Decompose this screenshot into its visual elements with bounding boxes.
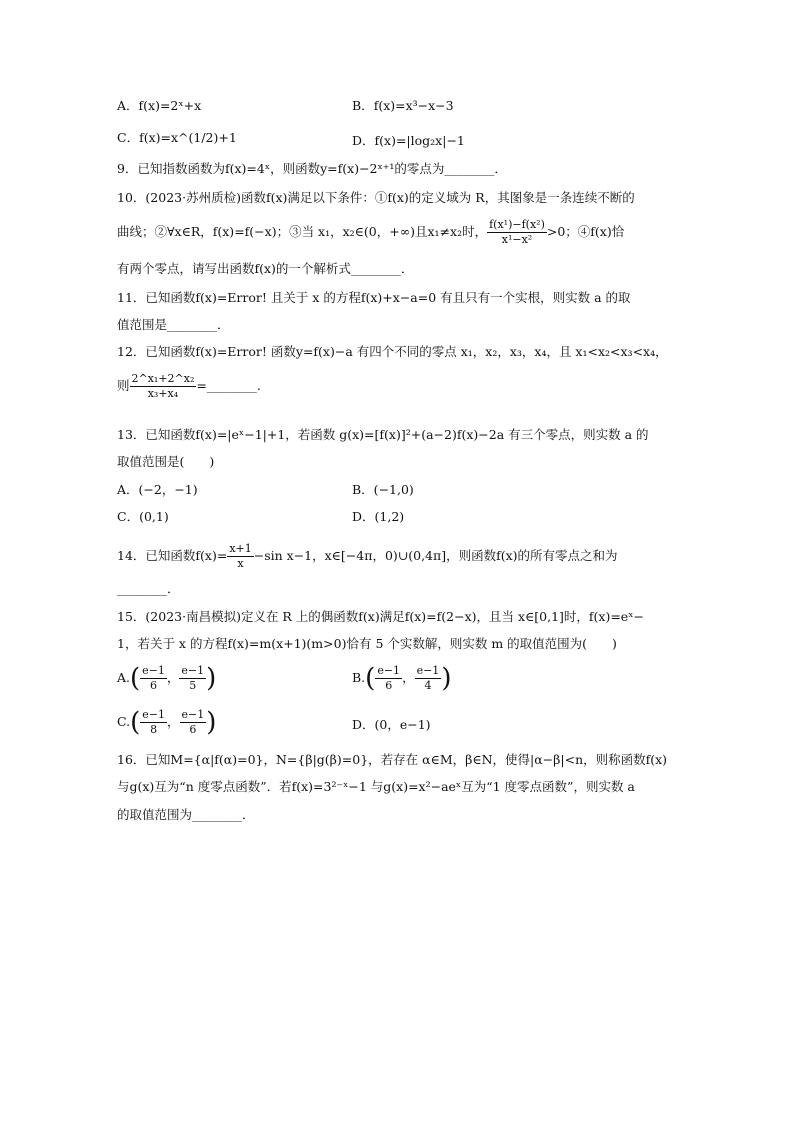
comma: ， bbox=[166, 714, 180, 729]
fraction-denominator: 6 bbox=[189, 723, 197, 736]
left-paren: ( bbox=[130, 707, 141, 738]
question-10-line-3: 有两个零点，请写出函数f(x)的一个解析式________． bbox=[117, 261, 414, 276]
option-label: C． bbox=[117, 130, 140, 145]
fraction-denominator: 4 bbox=[424, 679, 432, 692]
question-11-line-1: 11．已知函数f(x)=Error! 且关于 x 的方程f(x)+x−a=0 有且只有一个实根，则实数 a 的取 bbox=[117, 290, 631, 305]
q15-option-c bbox=[117, 708, 216, 737]
question-10-line-1: 10．(2023·苏州质检)函数f(x)满足以下条件：①f(x)的定义域为 R，其图象是一条连续不断的 bbox=[117, 190, 635, 205]
fraction bbox=[179, 664, 206, 693]
fraction-numerator: x+1 bbox=[229, 542, 252, 555]
q13-option-c: C．(0,1) bbox=[117, 509, 169, 524]
question-11-line-2: 值范围是________． bbox=[117, 317, 230, 332]
question-16-line-2: 与g(x)互为“n 度零点函数”．若f(x)=3²⁻ˣ−1 与g(x)=x²−aeˣ互为“1 度零点函数”，则实数 a bbox=[117, 779, 635, 794]
q13-option-d: D．(1,2) bbox=[352, 509, 405, 524]
fraction bbox=[180, 708, 207, 737]
fraction bbox=[140, 664, 167, 693]
q15-option-b bbox=[352, 664, 451, 693]
fraction-numerator: e−1 bbox=[142, 708, 165, 721]
fraction-numerator: f(x¹)−f(x²) bbox=[489, 218, 545, 231]
question-13-line-2: 取值范围是( ) bbox=[117, 454, 215, 469]
fraction-numerator: e−1 bbox=[181, 708, 205, 721]
option-label: D． bbox=[352, 133, 375, 148]
comma: ， bbox=[402, 670, 415, 685]
fraction-numerator: e−1 bbox=[377, 664, 401, 677]
option-body: f(x)=x^(1/2)+1 bbox=[139, 130, 237, 145]
q13-option-b: B．(−1,0) bbox=[352, 482, 414, 497]
q12-suffix: =________. bbox=[196, 378, 261, 393]
option-label: B. bbox=[352, 670, 366, 685]
fraction-numerator: e−1 bbox=[416, 664, 440, 677]
fraction-denominator: x₃+x₄ bbox=[147, 387, 179, 400]
question-15-line-2: 1，若关于 x 的方程f(x)=m(x+1)(m>0)恰有 5 个实数解，则实数 m 的取值范围为( ) bbox=[117, 636, 617, 651]
right-paren: ) bbox=[441, 663, 452, 694]
q8-option-a bbox=[117, 97, 201, 115]
q10-text-b: >0；④f(x)恰 bbox=[546, 224, 625, 239]
fraction bbox=[140, 708, 167, 737]
q8-option-c bbox=[117, 129, 237, 147]
question-10-line-2 bbox=[117, 218, 624, 247]
q8-option-d bbox=[352, 132, 465, 150]
q12-prefix: 则 bbox=[117, 378, 130, 393]
q15-option-d: D．(0，e−1) bbox=[352, 717, 431, 732]
option-body: f(x)=|log₂x|−1 bbox=[374, 133, 465, 148]
fraction-numerator: e−1 bbox=[142, 664, 165, 677]
question-16-line-1: 16．已知M={α|f(α)=0}，N={β|g(β)=0}，若存在 α∈M，β∈N，使得|α−β|<n，则称函数f(x) bbox=[117, 752, 668, 767]
question-12-line-1: 12．已知函数f(x)=Error! 函数y=f(x)−a 有四个不同的零点 x₁，x₂，x₃，x₄，且 x₁<x₂<x₃<x₄， bbox=[117, 344, 668, 359]
option-label: A. bbox=[117, 670, 131, 685]
fraction-denominator: 8 bbox=[150, 723, 158, 736]
right-paren: ) bbox=[206, 707, 217, 738]
option-label: C. bbox=[117, 714, 131, 729]
question-14-line-2: ________． bbox=[117, 581, 180, 596]
option-body: f(x)=2ˣ+x bbox=[138, 98, 202, 113]
fraction-denominator: 6 bbox=[150, 679, 158, 692]
question-9: 9．已知指数函数为f(x)=4ˣ，则函数y=f(x)−2ˣ⁺¹的零点为________． bbox=[117, 161, 507, 176]
fraction-numerator: 2^x₁+2^x₂ bbox=[131, 372, 195, 385]
question-14-line-1 bbox=[117, 542, 618, 571]
fraction-denominator: x bbox=[237, 557, 244, 570]
q15-option-a bbox=[117, 664, 216, 693]
q10-fraction bbox=[487, 218, 547, 247]
option-body: f(x)=x³−x−3 bbox=[373, 98, 454, 113]
question-12-line-2 bbox=[117, 372, 261, 401]
comma: ， bbox=[166, 670, 180, 685]
option-label: B． bbox=[352, 98, 374, 113]
q13-option-a: A．(−2，−1) bbox=[117, 482, 198, 497]
q8-option-b bbox=[352, 97, 454, 115]
left-paren: ( bbox=[365, 663, 376, 694]
fraction-denominator: 5 bbox=[189, 679, 197, 692]
q14-suffix: −sin x−1，x∈[−4π，0)∪(0,4π]，则函数f(x)的所有零点之和为 bbox=[253, 548, 618, 563]
q14-fraction bbox=[227, 542, 253, 571]
fraction-numerator: e−1 bbox=[181, 664, 205, 677]
question-16-line-3: 的取值范围为________． bbox=[117, 807, 255, 822]
fraction-denominator: x¹−x² bbox=[501, 233, 533, 246]
fraction bbox=[375, 664, 402, 693]
option-label: A． bbox=[117, 98, 139, 113]
q10-text-a: 曲线；②∀x∈R，f(x)=f(−x)；③当 x₁，x₂∈(0，+∞)且x₁≠x₂时， bbox=[117, 224, 488, 239]
q12-fraction bbox=[130, 372, 197, 401]
q14-prefix: 14．已知函数f(x)= bbox=[117, 548, 228, 563]
question-13-line-1: 13．已知函数f(x)=|eˣ−1|+1，若函数 g(x)=[f(x)]²+(a−2)f(x)−2a 有三个零点，则实数 a 的 bbox=[117, 427, 649, 442]
right-paren: ) bbox=[206, 663, 217, 694]
fraction-denominator: 6 bbox=[385, 679, 393, 692]
left-paren: ( bbox=[130, 663, 141, 694]
question-15-line-1: 15．(2023·南昌模拟)定义在 R 上的偶函数f(x)满足f(x)=f(2−x)，且当 x∈[0,1]时，f(x)=eˣ− bbox=[117, 609, 644, 624]
fraction bbox=[415, 664, 442, 693]
